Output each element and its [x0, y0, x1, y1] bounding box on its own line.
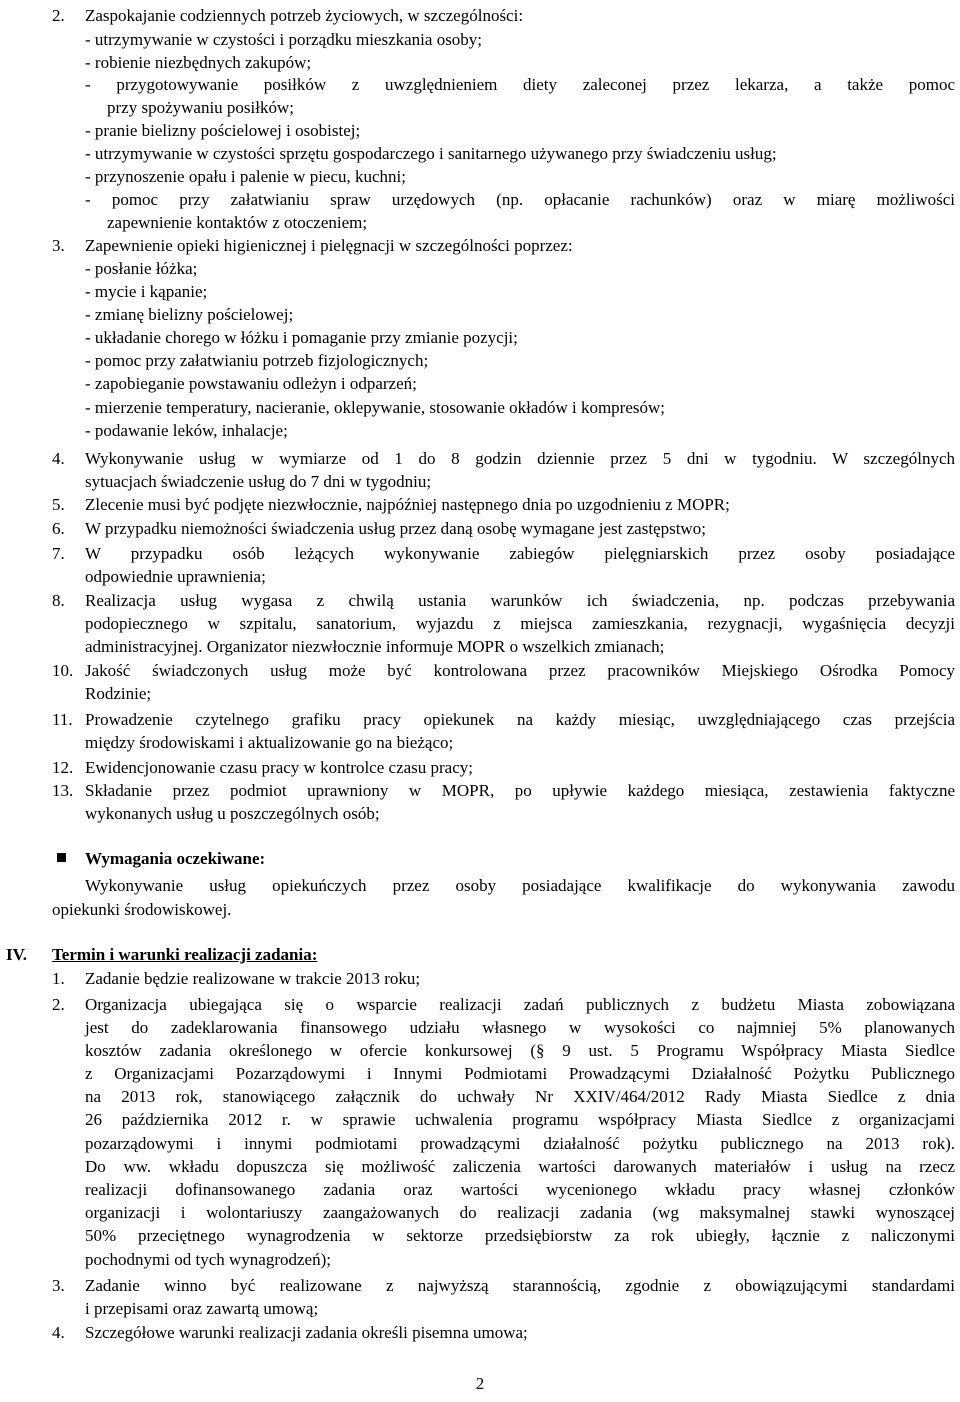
- requirements-title: Wymagania oczekiwane:: [85, 849, 266, 868]
- item-text: realizacji dofinansowanego zadania oraz wartości wycenionego wkładu pracy własnej członków: [85, 1180, 955, 1199]
- item-text: Szczegółowe warunki realizacji zadania określi pisemna umowa;: [85, 1323, 528, 1342]
- item-number: 4.: [52, 449, 65, 468]
- list-item: - utrzymywanie w czystości sprzętu gospodarczego i sanitarnego używanego przy świadczeniu usług;: [85, 144, 777, 163]
- item-text: Zlecenie musi być podjęte niezwłocznie, najpóźniej następnego dnia po uzgodnieniu z MOPR;: [85, 495, 730, 514]
- item-text: administracyjnej. Organizator niezwłocznie informuje MOPR o wszelkich zmianach;: [85, 637, 665, 656]
- item-text: Zadanie będzie realizowane w trakcie 2013 roku;: [85, 969, 421, 988]
- item-text: z Organizacjami Pozarządowymi i Innymi Podmiotami Prowadzącymi Działalność Pożytku Publicznego: [85, 1064, 955, 1083]
- page-number: 2: [475, 1374, 485, 1393]
- item-text: 50% przeciętnego wynagrodzenia w sektorze przedsiębiorstw za rok ubiegły, łącznie z naliczonymi: [85, 1226, 955, 1245]
- list-item: - przynoszenie opału i palenie w piecu, kuchni;: [85, 167, 406, 186]
- item-text: pozarządowymi i innymi podmiotami prowadzącymi działalność pożytku publicznego na 2013 rok).: [85, 1134, 955, 1153]
- item-number: 3.: [52, 236, 65, 255]
- item-text: kosztów zadania określonego w ofercie konkursowej (§ 9 ust. 5 Programu Współpracy Miasta Siedlce: [85, 1041, 955, 1060]
- list-item: - mycie i kąpanie;: [85, 282, 208, 301]
- item-number: 4.: [52, 1323, 65, 1342]
- item-number: 13.: [52, 781, 74, 800]
- item-text: Do ww. wkładu dopuszcza się możliwość zaliczenia wartości darowanych materiałów i usług na rzecz: [85, 1157, 955, 1176]
- item-number: 1.: [52, 969, 65, 988]
- item-number: 12.: [52, 758, 74, 777]
- item-text: Wykonywanie usług w wymiarze od 1 do 8 godzin dziennie przez 5 dni w tygodniu. W szczególnych: [85, 449, 955, 468]
- item-text: odpowiednie uprawnienia;: [85, 567, 266, 586]
- list-item: - mierzenie temperatury, nacieranie, oklepywanie, stosowanie okładów i kompresów;: [85, 398, 666, 417]
- list-item: - układanie chorego w łóżku i pomaganie przy zmianie pozycji;: [85, 328, 518, 347]
- list-item-continuation: przy spożywaniu posiłków;: [107, 98, 294, 117]
- item-text: sytuacjach świadczenie usług do 7 dni w tygodniu;: [85, 472, 432, 491]
- list-item-continuation: zapewnienie kontaktów z otoczeniem;: [107, 213, 368, 232]
- list-item: - posłanie łóżka;: [85, 259, 198, 278]
- list-item: - podawanie leków, inhalacje;: [85, 421, 288, 440]
- list-item: - robienie niezbędnych zakupów;: [85, 53, 312, 72]
- item-number: 3.: [52, 1276, 65, 1295]
- item-text: Organizacja ubiegająca się o wsparcie realizacji zadań publicznych z budżetu Miasta zobowiązana: [85, 995, 955, 1014]
- item-text: W przypadku osób leżących wykonywanie zabiegów pielęgniarskich przez osoby posiadające: [85, 544, 955, 563]
- item-number: 10.: [52, 661, 74, 680]
- list-item: - zapobieganie powstawaniu odleżyn i odparzeń;: [85, 374, 417, 393]
- item-number: 2.: [52, 6, 65, 25]
- item-number: 2.: [52, 995, 65, 1014]
- item-text: pochodnymi od tych wynagrodzeń);: [85, 1250, 331, 1269]
- list-item: - utrzymywanie w czystości i porządku mieszkania osoby;: [85, 30, 483, 49]
- item-text: Zadanie winno być realizowane z najwyższą starannością, zgodnie z obowiązującymi standardami: [85, 1276, 955, 1295]
- item-text: Rodzinie;: [85, 684, 152, 703]
- item-text: między środowiskami i aktualizowanie go na bieżąco;: [85, 733, 454, 752]
- requirements-text: Wykonywanie usług opiekuńczych przez osoby posiadające kwalifikacje do wykonywania zawodu: [85, 876, 955, 895]
- item-text: podopiecznego w szpitalu, sanatorium, wyjazdu z miejsca zamieszkania, rezygnacji, wygaśnięcia decyzji: [85, 614, 955, 633]
- item-number: 5.: [52, 495, 65, 514]
- list-item: - przygotowywanie posiłków z uwzględnieniem diety zaleconej przez lekarza, a także pomoc: [85, 75, 955, 94]
- item-text: na 2013 rok, stanowiącego załącznik do uchwały Nr XXIV/464/2012 Rady Miasta Siedlce z dnia: [85, 1087, 955, 1106]
- square-bullet-icon: [57, 853, 66, 862]
- item-text: Składanie przez podmiot uprawniony w MOPR, po upływie każdego miesiąca, zestawienia faktyczne: [85, 781, 955, 800]
- item-text: organizacji i wolontariuszy zaangażowanych do realizacji zadania (wg maksymalnej stawki wynoszącej: [85, 1203, 955, 1222]
- item-text: Jakość świadczonych usług może być kontrolowana przez pracowników Miejskiego Ośrodka Pomocy: [85, 661, 955, 680]
- item-number: 8.: [52, 591, 65, 610]
- item-heading: Zapewnienie opieki higienicznej i pielęgnacji w szczególności poprzez:: [85, 236, 573, 255]
- item-number: 11.: [52, 710, 73, 729]
- item-text: 26 października 2012 r. w sprawie uchwalenia programu współpracy Miasta Siedlce z organizacjami: [85, 1110, 955, 1129]
- list-item: - pomoc przy załatwianiu spraw urzędowych (np. opłacanie rachunków) oraz w miarę możliwości: [85, 190, 955, 209]
- item-number: 7.: [52, 544, 65, 563]
- requirements-text: opiekunki środowiskowej.: [52, 900, 232, 919]
- item-text: wykonanych usług u poszczególnych osób;: [85, 804, 380, 823]
- section-number: IV.: [6, 945, 27, 964]
- item-text: Prowadzenie czytelnego grafiku pracy opiekunek na każdy miesiąc, uwzględniającego czas przejścia: [85, 710, 955, 729]
- list-item: - zmianę bielizny pościelowej;: [85, 305, 294, 324]
- item-heading: Zaspokajanie codziennych potrzeb życiowych, w szczególności:: [85, 6, 524, 25]
- list-item: - pomoc przy załatwianiu potrzeb fizjologicznych;: [85, 351, 429, 370]
- section-title: Termin i warunki realizacji zadania:: [52, 945, 318, 964]
- item-text: i przepisami oraz zawartą umową;: [85, 1299, 319, 1318]
- item-text: Ewidencjonowanie czasu pracy w kontrolce czasu pracy;: [85, 758, 473, 777]
- item-text: jest do zadeklarowania finansowego udziału własnego w wysokości co najmniej 5% planowanych: [85, 1018, 955, 1037]
- list-item: - pranie bielizny pościelowej i osobistej;: [85, 121, 361, 140]
- item-text: W przypadku niemożności świadczenia usług przez daną osobę wymagane jest zastępstwo;: [85, 519, 706, 538]
- item-number: 6.: [52, 519, 65, 538]
- item-text: Realizacja usług wygasa z chwilą ustania warunków ich świadczenia, np. podczas przebywania: [85, 591, 955, 610]
